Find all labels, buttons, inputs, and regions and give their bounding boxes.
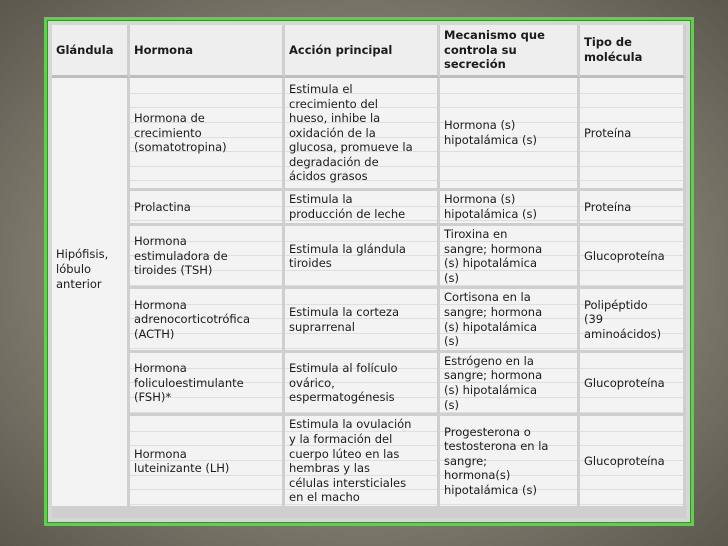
header-mechanism: Mecanismo que controla su secreción (440, 25, 580, 78)
table-row (52, 353, 686, 416)
mechanism-cell: Cortisona en la sangre; hormona (s) hipotalámica (s) (440, 289, 580, 352)
hormone-cell: Hormona luteinizante (LH) (130, 416, 285, 509)
gland-cell: Hipófisis, lóbulo anterior (52, 78, 130, 509)
molecule-cell: Glucoproteína (580, 226, 686, 289)
action-cell: Estimula la ovulación y la formación del cuerpo lúteo en las hembras y las células intersticiales en el macho (285, 416, 440, 509)
table-row (52, 289, 686, 352)
mechanism-cell: Progesterona o testosterona en la sangre; hormona(s) hipotalámica (s) (440, 416, 580, 509)
table-row (52, 191, 686, 226)
header-action: Acción principal (285, 25, 440, 78)
molecule-cell: Glucoproteína (580, 353, 686, 416)
molecule-cell: Glucoproteína (580, 416, 686, 509)
table-row (52, 78, 686, 191)
molecule-cell: Proteína (580, 191, 686, 226)
table-row (52, 416, 686, 509)
header-gland: Glándula (52, 25, 130, 78)
header-row (52, 25, 686, 78)
mechanism-cell: Hormona (s) hipotalámica (s) (440, 78, 580, 191)
molecule-cell: Polipéptido (39 aminoácidos) (580, 289, 686, 352)
green-frame (44, 17, 694, 526)
action-cell: Estimula la corteza suprarrenal (285, 289, 440, 352)
hormone-cell: Hormona estimuladora de tiroides (TSH) (130, 226, 285, 289)
header-molecule: Tipo de molécula (580, 25, 686, 78)
mechanism-cell: Estrógeno en la sangre; hormona (s) hipotalámica (s) (440, 353, 580, 416)
hormone-cell: Hormona de crecimiento (somatotropina) (130, 78, 285, 191)
action-cell: Estimula al folículo ovárico, espermatogénesis (285, 353, 440, 416)
mechanism-cell: Hormona (s) hipotalámica (s) (440, 191, 580, 226)
hormone-cell: Hormona adrenocorticotrófica (ACTH) (130, 289, 285, 352)
molecule-cell: Proteína (580, 78, 686, 191)
action-cell: Estimula la glándula tiroides (285, 226, 440, 289)
action-cell: Estimula la producción de leche (285, 191, 440, 226)
hormone-cell: Prolactina (130, 191, 285, 226)
hormone-table (52, 25, 686, 509)
mechanism-cell: Tiroxina en sangre; hormona (s) hipotalámica (s) (440, 226, 580, 289)
table-row (52, 226, 686, 289)
action-cell: Estimula el crecimiento del hueso, inhibe la oxidación de la glucosa, promueve la degradación de ácidos grasos (285, 78, 440, 191)
hormone-cell: Hormona foliculoestimulante (FSH)* (130, 353, 285, 416)
table-container (52, 25, 686, 518)
header-hormone: Hormona (130, 25, 285, 78)
